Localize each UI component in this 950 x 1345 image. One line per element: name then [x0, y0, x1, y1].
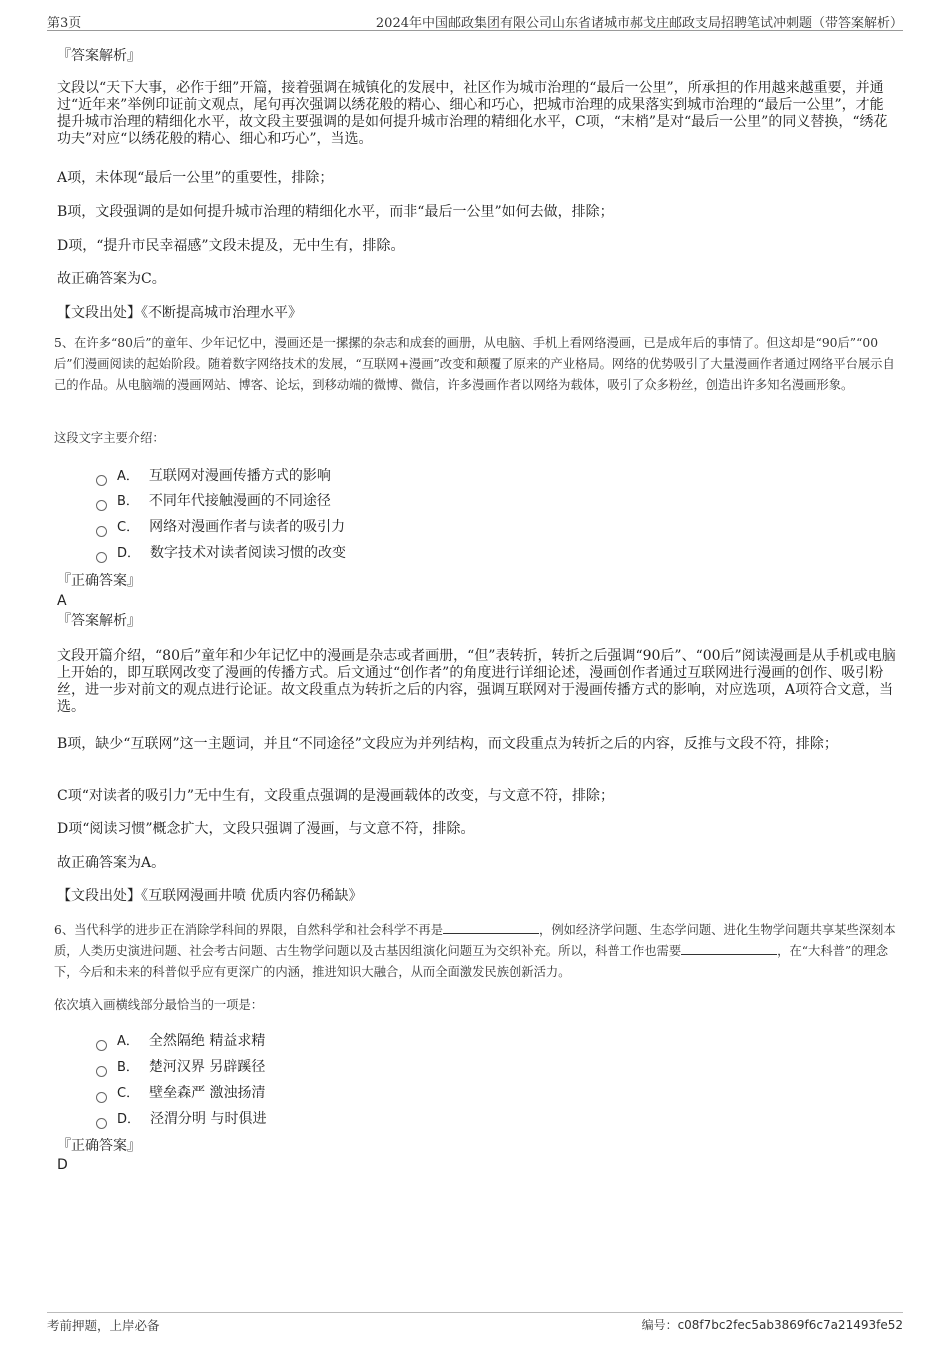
option-d[interactable]: D． 泾渭分明 与时俱进: [96, 1109, 266, 1130]
option-c[interactable]: C． 壁垒森严 激浊扬清: [96, 1083, 266, 1104]
fill-blank: [681, 942, 777, 955]
page-number: 第3页: [47, 16, 82, 31]
radio-icon[interactable]: [96, 475, 107, 486]
radio-icon[interactable]: [96, 1040, 107, 1051]
analysis-option-d: D项“阅读习惯”概念扩大，文段只强调了漫画，与文意不符，排除。: [57, 821, 475, 837]
fill-blank: [443, 921, 539, 934]
radio-icon[interactable]: [96, 1118, 107, 1129]
question-stem: 6、当代科学的进步正在消除学科间的界限，自然科学和社会科学不再是 ，例如经济学问题、生态学问题、进化生物学问题共享某些深刻本质，人类历史演进问题、社会考古问题、古生物学问题以及古基因组演化问题互为交织补充。所以，科普工作也需要 ，在“大科普”的理念下，今后和未来的科普似乎应有更深广的内涵，推进知识大融合，从而全面激发民族创新活力。: [54, 923, 896, 979]
radio-icon[interactable]: [96, 552, 107, 563]
analysis-paragraph: 文段以“天下大事，必作于细”开篇，接着强调在城镇化的发展中，社区作为城市治理的“最后一公里”，所承担的作用越来越重要，并通过“近年来”举例印证前文观点，尾句再次强调以绣花般的精心、细心和巧心，把城市治理的成果落实到城市治理的“最后一公里”，才能提升城市治理的精细化水平，故文段主要强调的是如何提升城市治理的精细化水平，C项，“末梢”是对“最后一公里”的同义替换，“绣花功夫”对应“以绣花般的精心、细心和巧心”，当选。: [57, 80, 888, 147]
analysis-option-c: C项“对读者的吸引力”无中生有，文段重点强调的是漫画载体的改变，与文意不符，排除；: [57, 788, 615, 804]
correct-answer: D: [57, 1157, 68, 1173]
question-prompt: 依次填入画横线部分最恰当的一项是：: [54, 998, 264, 1012]
answer-conclusion: 故正确答案为C。: [57, 271, 166, 287]
page-footer: [47, 1312, 903, 1339]
option-a[interactable]: A． 互联网对漫画传播方式的影响: [96, 466, 331, 487]
passage-source: 【文段出处】《不断提高城市治理水平》: [57, 305, 302, 321]
analysis-option-d: D项，“提升市民幸福感”文段未提及，无中生有，排除。: [57, 238, 405, 254]
analysis-paragraph: 文段开篇介绍，“80后”童年和少年记忆中的漫画是杂志或者画册，“但”表转折，转折之后强调“90后”、“00后”阅读漫画是从手机或电脑上开始的，即互联网改变了漫画的传播方式。后文通过“创作者”的角度进行详细论述，漫画创作者通过互联网进行漫画的创作、吸引粉丝，进一步对前文的观点进行论证。故文段重点为转折之后的内容，强调互联网对于漫画传播方式的影响，对应选项，A项符合文意，当选。: [57, 648, 896, 715]
document-title: 2024年中国邮政集团有限公司山东省诸城市郝戈庄邮政支局招聘笔试冲刺题（带答案解析）: [375, 16, 903, 31]
option-b[interactable]: B． 不同年代接触漫画的不同途径: [96, 491, 331, 512]
document-id: 编号：c08f7bc2fec5ab3869f6c7a21493fe52: [641, 1318, 903, 1332]
question-stem: 5、在许多“80后”的童年、少年记忆中，漫画还是一摞摞的杂志和成套的画册，从电脑、手机上看网络漫画，已是成年后的事情了。但这却是“90后”“00后”们漫画阅读的起始阶段。随着数字网络技术的发展，“互联网+漫画”改变和颠覆了原来的产业格局。网络的优势吸引了大量漫画作者通过网络平台展示自己的作品。从电脑端的漫画网站、博客、论坛，到移动端的微博、微信，许多漫画作者以网络为载体，吸引了众多粉丝，创造出许多知名漫画形象。: [54, 336, 895, 392]
correct-answer: A: [57, 593, 67, 609]
analysis-option-a: A项，未体现“最后一公里”的重要性，排除；: [57, 170, 334, 186]
radio-icon[interactable]: [96, 500, 107, 511]
analysis-option-b: B项，文段强调的是如何提升城市治理的精细化水平，而非“最后一公里”如何去做，排除；: [57, 204, 614, 220]
answer-label: 『正确答案』: [57, 573, 141, 589]
radio-icon[interactable]: [96, 1092, 107, 1103]
answer-label: 『正确答案』: [57, 1138, 141, 1154]
analysis-label: 『答案解析』: [57, 48, 141, 64]
option-b[interactable]: B． 楚河汉界 另辟蹊径: [96, 1057, 265, 1078]
radio-icon[interactable]: [96, 526, 107, 537]
analysis-option-b: B项，缺少“互联网”这一主题词，并且“不同途径”文段应为并列结构，而文段重点为转折之后的内容，反推与文段不符，排除；: [57, 736, 838, 752]
analysis-label: 『答案解析』: [57, 613, 141, 629]
footer-slogan: 考前押题，上岸必备: [47, 1318, 160, 1333]
option-d[interactable]: D． 数字技术对读者阅读习惯的改变: [96, 543, 346, 564]
answer-conclusion: 故正确答案为A。: [57, 855, 166, 871]
passage-source: 【文段出处】《互联网漫画井喷 优质内容仍稀缺》: [57, 888, 363, 904]
page-header: [47, 8, 903, 31]
question-prompt: 这段文字主要介绍：: [54, 431, 165, 445]
option-a[interactable]: A． 全然隔绝 精益求精: [96, 1031, 265, 1052]
radio-icon[interactable]: [96, 1066, 107, 1077]
option-c[interactable]: C． 网络对漫画作者与读者的吸引力: [96, 517, 345, 538]
